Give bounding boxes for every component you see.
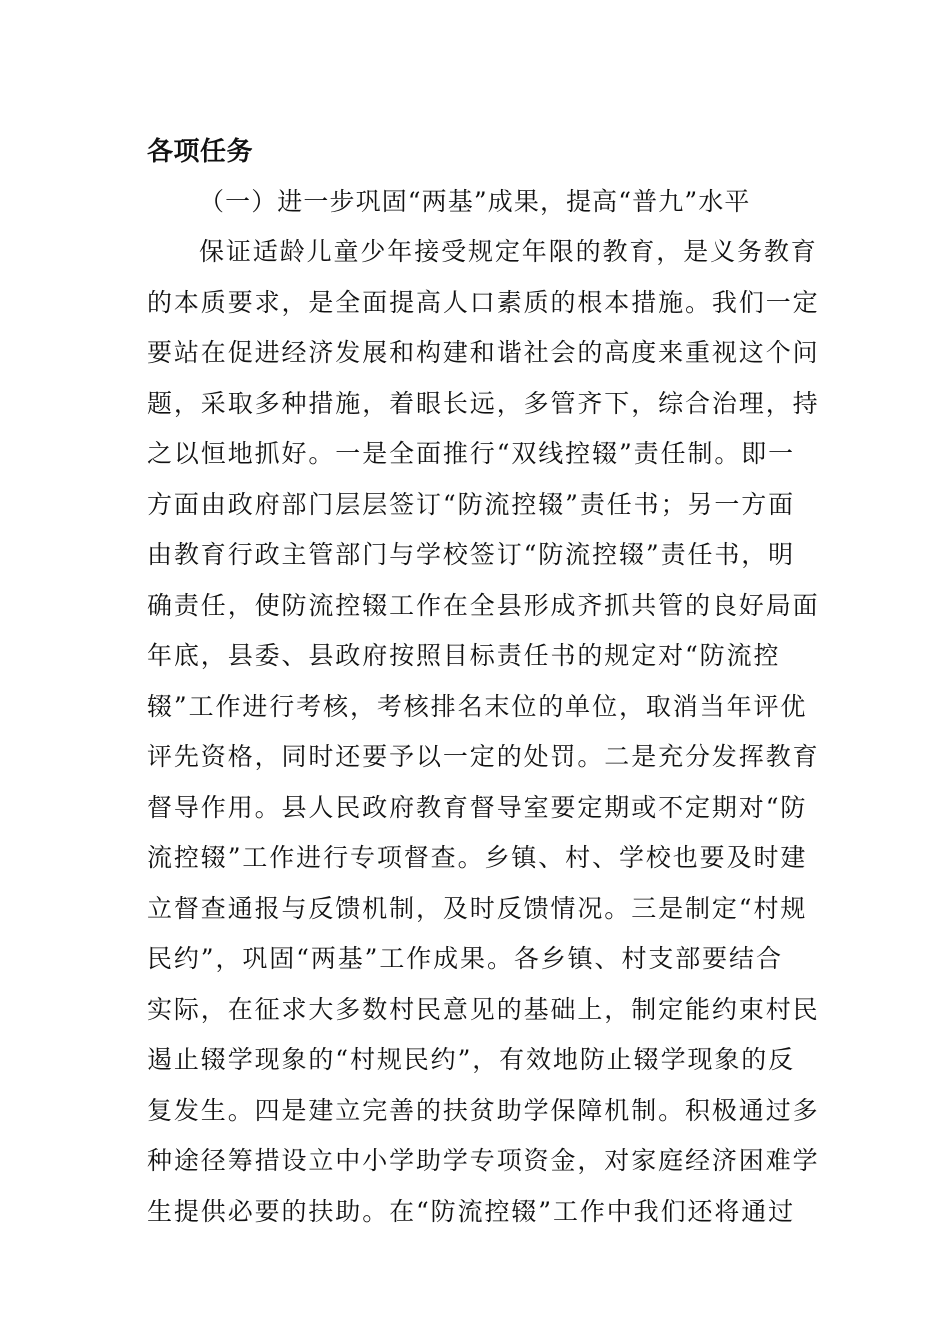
paragraph-line: 立督查通报与反馈机制，及时反馈情况。三是制定“村规 (147, 893, 808, 923)
paragraph-line: 民约”，巩固“两基”工作成果。各乡镇、村支部要结合 (147, 944, 783, 973)
paragraph-line: 方面由政府部门层层签订“防流控辍”责任书；另一方面 (147, 489, 796, 519)
subsection-heading: （一）进一步巩固“两基”成果，提高“普九”水平 (199, 187, 751, 216)
paragraph-line: 由教育行政主管部门与学校签订“防流控辍”责任书，明 (147, 540, 796, 569)
paragraph-line: 实际，在征求大多数村民意见的基础上，制定能约束村民 (147, 994, 820, 1024)
paragraph-line: 确责任，使防流控辍工作在全县形成齐抓共管的良好局面 (147, 590, 820, 620)
section-heading: 各项任务 (147, 137, 254, 167)
paragraph-line: 保证适龄儿童少年接受规定年限的教育，是义务教育 (199, 237, 818, 266)
paragraph-line: 督导作用。县人民政府教育督导室要定期或不定期对“防 (147, 792, 808, 822)
paragraph-line: 要站在促进经济发展和构建和谐社会的高度来重视这个问 (147, 338, 820, 367)
paragraph-line: 遏止辍学现象的“村规民约”，有效地防止辍学现象的反 (147, 1045, 796, 1074)
paragraph-line: 复发生。四是建立完善的扶贫助学保障机制。积极通过多 (147, 1095, 820, 1125)
paragraph-line: 评先资格，同时还要予以一定的处罚。二是充分发挥教育 (147, 742, 820, 771)
paragraph-line: 种途径筹措设立中小学助学专项资金，对家庭经济困难学 (147, 1146, 820, 1175)
paragraph-line: 辍”工作进行考核，考核排名末位的单位，取消当年评优 (147, 691, 808, 721)
paragraph-line: 生提供必要的扶助。在“防流控辍”工作中我们还将通过 (147, 1196, 796, 1226)
body-paragraph (147, 232, 820, 1242)
paragraph-line: 之以恒地抓好。一是全面推行“双线控辍”责任制。即一 (147, 439, 796, 468)
paragraph-line: 流控辍”工作进行专项督查。乡镇、村、学校也要及时建 (147, 843, 808, 872)
paragraph-line: 年底，县委、县政府按照目标责任书的规定对“防流控 (147, 641, 781, 670)
paragraph-line: 题，采取多种措施，着眼长远，多管齐下，综合治理，持 (147, 388, 820, 418)
paragraph-line: 的本质要求，是全面提高人口素质的根本措施。我们一定 (147, 287, 820, 317)
